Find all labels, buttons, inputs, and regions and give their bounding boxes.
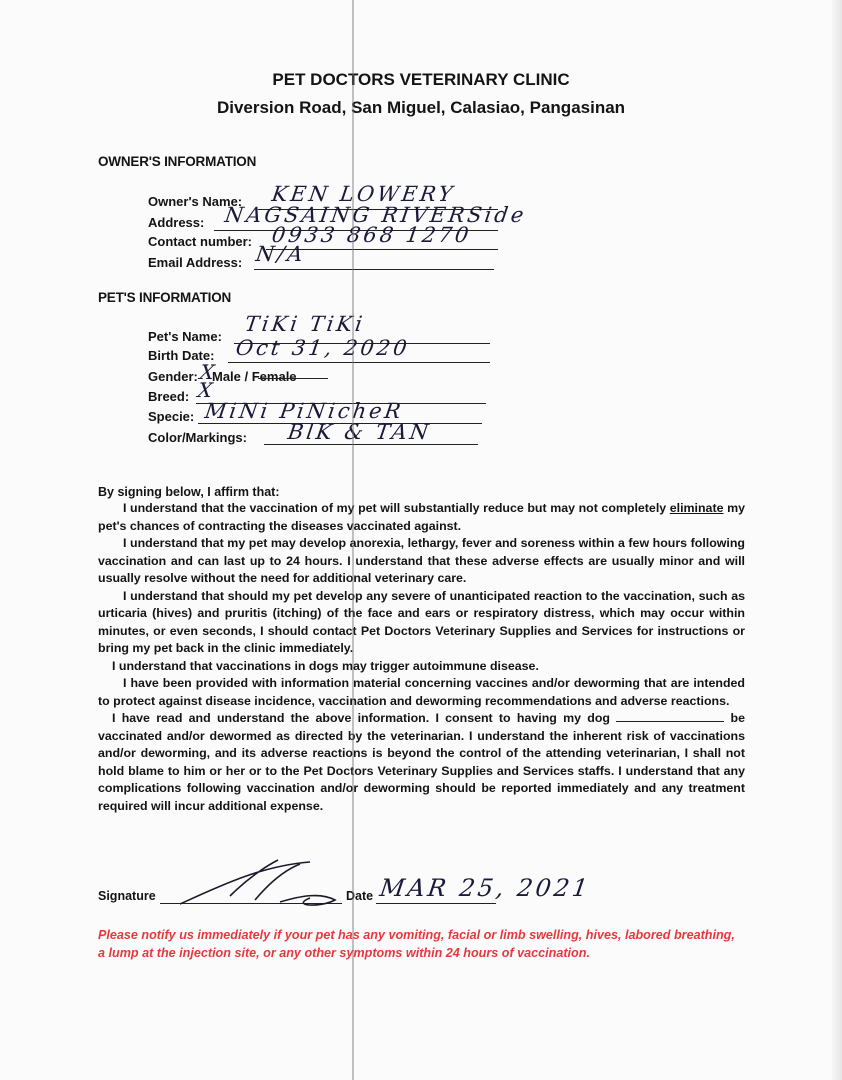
owner-section-title: OWNER'S INFORMATION	[98, 154, 257, 169]
birth-date-line	[228, 362, 490, 363]
birth-date-value: Oct 31, 2020	[234, 336, 412, 360]
breed-value: X	[196, 378, 217, 402]
dog-name-blank[interactable]	[616, 711, 724, 722]
address-label: Address:	[148, 215, 205, 230]
consent-p6	[98, 710, 745, 815]
owner-name-value: KEN LOWERY	[270, 182, 457, 206]
gender-label: Gender:	[148, 369, 198, 384]
gender-mark: X	[198, 360, 219, 384]
color-value: BlK & TAN	[286, 420, 433, 444]
clinic-name: PET DOCTORS VETERINARY CLINIC	[272, 70, 570, 89]
signature-label: Signature	[98, 889, 156, 903]
consent-p5: I have been provided with information material concerning vaccines and/or deworming that are intended to protect against disease incidence, vaccination and deworming recommendations and adverse reactions.	[98, 676, 745, 708]
consent-p1	[98, 500, 745, 535]
specie-label: Specie:	[148, 409, 195, 424]
specie-value: MiNi PiNicheR	[203, 399, 406, 423]
date-value: MAR 25, 2021	[378, 874, 593, 902]
date-line[interactable]	[376, 903, 496, 904]
female-strike	[258, 378, 328, 379]
color-label: Color/Markings:	[148, 430, 247, 445]
pet-name-value: TiKi TiKi	[243, 312, 367, 336]
consent-p6-lead: I have read and understand the above information. I consent to having my dog	[112, 711, 610, 725]
consent-p6-tail: be vaccinated and/or dewormed as directed by the veterinarian. I understand the inherent risk of vaccinations and/or deworming, and its adverse reactions is beyond the control of the attending veterinarian, I shall not hold blame to him or her or to the Pet Doctors Veterinary Supplies and Services staffs. I understand that any complications following vaccination and/or deworming should be reported immediately and any treatment required will incur additional expense.	[98, 711, 745, 813]
contact-label: Contact number:	[148, 234, 252, 249]
consent-text	[98, 500, 745, 815]
breed-label: Breed:	[148, 389, 190, 404]
email-line	[254, 269, 494, 270]
consent-p3: I understand that should my pet develop any severe of unanticipated reaction to the vaccination, such as urticaria (hives) and pruritis (itching) of the face and ears or respiratory distress, which may occur within minutes, or even seconds, I should contact Pet Doctors Veterinary Supplies and Services for instructions or bring my pet back in the clinic immediately.	[98, 588, 745, 655]
birth-date-label: Birth Date:	[148, 348, 215, 363]
affirm-heading: By signing below, I affirm that:	[98, 485, 280, 499]
contact-value: 0933 868 1270	[270, 223, 474, 247]
email-value: N/A	[254, 242, 308, 266]
consent-p1-lead: I understand that the vaccination of my pet will substantially reduce but may not completely	[123, 501, 667, 515]
consent-p1-underlined: eliminate	[669, 501, 724, 515]
notice-text: Please notify us immediately if your pet has any vomiting, facial or limb swelling, hives, labored breathing, a lump at the injection site, or any other symptoms within 24 hours of vaccination.	[98, 928, 735, 960]
address-value: NAGSAING RIVERSide	[223, 203, 529, 227]
email-label: Email Address:	[148, 255, 243, 270]
color-line	[264, 444, 478, 445]
date-label: Date	[346, 889, 374, 903]
pet-section-title: PET'S INFORMATION	[98, 290, 232, 305]
gender-options: Male / Female	[212, 369, 297, 384]
clinic-address: Diversion Road, San Miguel, Calasiao, Pangasinan	[216, 98, 626, 117]
pet-name-label: Pet's Name:	[148, 329, 222, 344]
owner-name-label: Owner's Name:	[148, 194, 243, 209]
consent-p2: I understand that my pet may develop anorexia, lethargy, fever and soreness within a few hours following vaccination and can last up to 24 hours. I understand that these adverse effects are usually minor and will usually resolve without the need for additional veterinary care.	[98, 536, 745, 585]
consent-p4: I understand that vaccinations in dogs may trigger autoimmune disease.	[112, 658, 539, 673]
signature-scribble	[160, 856, 350, 916]
fold-line	[352, 0, 354, 1080]
consent-p1-tail: my pet's chances of contracting the diseases vaccinated against.	[98, 501, 745, 533]
page-edge	[832, 0, 842, 1080]
